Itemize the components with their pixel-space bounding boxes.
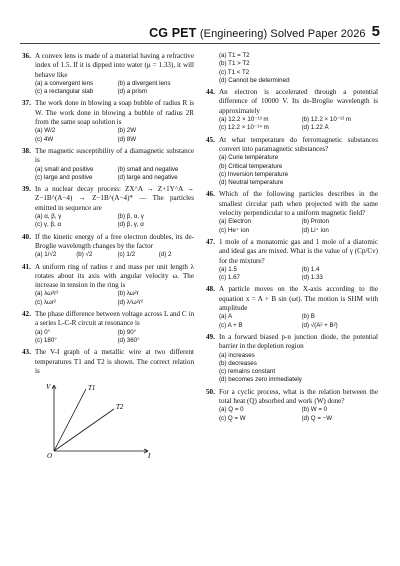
option-item[interactable]: (c) A + B [219,321,243,329]
question [22,185,194,229]
question-number: 41. [22,262,31,271]
origin-label: O [47,452,53,460]
y-axis-label: V [46,383,51,392]
option-item[interactable]: (c) 180° [35,336,57,344]
question-number: 49. [206,332,215,341]
option-item[interactable]: (d) Neutral temperature [219,179,284,187]
options-list [35,329,194,346]
question [206,238,378,282]
option-item[interactable]: (c) 4W [35,135,54,143]
question-number: 36. [22,52,31,60]
option-item[interactable]: (a) Curie temperature [219,154,279,162]
option-item[interactable]: (c) He⁺ ion [219,226,250,234]
question-number: 47. [206,237,215,246]
question-text-row [22,52,194,80]
options-list [219,218,378,235]
option-item[interactable]: (d) λ²ω²r² [117,298,143,306]
option-item[interactable]: (a) Electron [219,218,251,226]
question [206,136,378,188]
line-t1-label: T1 [88,384,96,393]
option-item[interactable]: (a) λω²r² [35,290,59,298]
options-list [219,406,378,423]
question [206,52,378,85]
option-item[interactable]: (a) W/2 [35,127,56,135]
option-item[interactable]: (d) 8W [117,135,137,143]
option-item[interactable]: (b) 90° [117,328,137,336]
option-item[interactable]: (a) 1.5 [219,265,237,273]
question-text: The phase difference between voltage across L and C in a series L-C-R circuit at resonance is [35,310,194,328]
question [22,99,194,143]
question-text-row [22,147,194,166]
option-item[interactable]: (d) 2 [158,251,172,259]
question-number: 48. [206,285,215,294]
option-item[interactable]: (c) remains constant [219,368,276,376]
question-text: A particle moves on the X-axis according to the equation x = A + B sin (ωt). The motion is SHM with amplitude [219,285,378,313]
question-number: 38. [22,146,31,155]
option-item[interactable]: (c) γ, β, α [35,221,62,229]
question-text-row [206,136,378,155]
option-item[interactable]: (d) a prism [117,88,148,96]
option-item[interactable]: (b) small and negative [117,165,179,173]
question-text: In a forward biased p-n junction diode, the potential barrier in the depletion region [219,332,378,351]
question-number: 39. [22,185,31,194]
option-item[interactable]: (a) 12.2 × 10⁻¹³ m [219,116,269,124]
option-item[interactable]: (c) λωr² [35,298,56,306]
option-item[interactable]: (a) Q = 0 [219,406,244,414]
question-text-row [206,190,378,218]
question-number: 50. [206,387,215,396]
question-text: An electron is accelerated through a potential difference of 10000 V. Its de-Broglie wavelength is approximately [219,88,378,115]
option-item[interactable]: (c) 1.67 [219,274,240,282]
left-column [22,52,194,464]
header-title-main: CG PET [149,26,197,40]
question [22,263,194,307]
question-text-row [206,388,378,407]
option-item[interactable]: (c) 12.2 × 10⁻¹⁴ m [219,124,269,132]
vi-graph [44,381,154,459]
x-axis-label: I [148,452,151,460]
line-t2-label: T2 [116,403,124,412]
options-list [219,154,378,187]
right-column [206,52,378,426]
question-number: 46. [206,190,215,199]
option-item[interactable]: (a) increases [219,351,255,359]
option-item[interactable]: (a) A [219,313,233,321]
header-title [149,26,365,40]
question-text: For a cyclic process, what is the relation between the total heat (Q) absorbed and work (W) done? [219,387,378,405]
question-text-row [206,285,378,313]
question-number: 44. [206,88,215,97]
option-item[interactable]: (d) β, γ, α [117,221,144,229]
option-item[interactable]: (c) 1/2 [117,251,136,259]
question-number: 42. [22,310,31,319]
question-text: In a nuclear decay process: ZX^A → Z+1Y^A → Z−1B^(A−4) → Z−1B^(A−4)* — The particles emitted in sequence are [35,185,194,212]
question-text-row [22,233,194,252]
options-list [35,213,194,230]
option-item[interactable]: (d) Q = −W [301,414,333,422]
option-item[interactable]: (b) W = 0 [301,406,328,414]
question-number: 37. [22,99,31,108]
question-text: The magnetic susceptibility of a diamagnetic substance is [35,146,194,165]
options-list [219,52,378,85]
question-text: A convex lens is made of a material having a refractive index of 1.5. If it is dipped into water (μ = 1.33), it will behave like [35,52,194,79]
option-item[interactable]: (d) 1.22 Å [301,124,329,132]
option-item[interactable]: (c) a rectangular slab [35,88,94,96]
option-item[interactable]: (d) becomes zero immediately [219,376,302,384]
question-text-row [22,348,194,376]
option-item[interactable]: (b) 1.4 [301,265,320,273]
options-list [35,251,194,259]
option-item[interactable]: (d) Cannot be determined [219,76,290,84]
page-number: 5 [371,23,380,40]
option-item[interactable]: (c) large and positive [35,173,93,181]
question-text-row [22,185,194,213]
option-item[interactable]: (d) 1.33 [301,274,323,282]
question [206,285,378,329]
option-item[interactable]: (a) small and positive [35,165,94,173]
question [22,147,194,182]
option-item[interactable]: (b) Proton [301,218,330,226]
option-item[interactable]: (d) Li⁺ ion [301,226,329,234]
option-item[interactable]: (b) a divergent lens [117,79,171,87]
question-number: 40. [22,232,31,241]
options-list [219,313,378,330]
question [206,190,378,234]
option-item[interactable]: (a) 0° [35,328,51,336]
line-t1 [54,389,86,451]
options-list [35,290,194,307]
question-text-row [22,263,194,291]
question [206,333,378,385]
question [206,388,378,423]
question-number: 45. [206,135,215,144]
option-item[interactable]: (c) Inversion temperature [219,170,289,178]
option-item[interactable]: (b) 2W [117,127,137,135]
option-item[interactable]: (b) λω²r [117,290,139,298]
question-text: Which of the following particles describes in the smallest circular path when projected with the same velocity perpendicular to a uniform magnetic field? [219,190,378,218]
page-header [20,16,380,44]
question [22,52,194,96]
options-list [35,166,194,183]
option-item[interactable]: (a) T1 = T2 [219,52,250,59]
option-item[interactable]: (a) 1/√2 [35,251,57,259]
option-item[interactable]: (b) Critical temperature [219,162,283,170]
options-list [35,127,194,144]
options-list [219,352,378,385]
line-t2 [54,409,114,451]
question-text: A uniform ring of radius r and mass per unit length λ rotates about its axis with angular velocity ω. The increase in tension in the ring is [35,262,194,290]
option-item[interactable]: (d) large and negative [117,173,178,181]
option-item[interactable]: (b) √2 [76,251,93,259]
options-list [35,80,194,97]
question-number: 43. [22,348,31,357]
question-text-row [206,238,378,266]
option-item[interactable]: (a) a convergent lens [35,79,94,87]
question [22,310,194,345]
option-item[interactable]: (a) α, β, γ [35,213,62,221]
question-text-row [206,333,378,352]
option-item[interactable]: (b) decreases [219,359,257,367]
question-text-row [22,99,194,127]
option-item[interactable]: (d) √(A² + B²) [301,321,338,329]
option-item[interactable]: (c) T1 < T2 [219,68,250,76]
question [206,88,378,132]
question [22,348,194,376]
options-list [219,266,378,283]
header-subtitle: (Engineering) Solved Paper 2026 [199,28,366,40]
option-item[interactable]: (d) 360° [117,336,140,344]
option-item[interactable]: (b) 12.2 × 10⁻¹² m [301,116,352,124]
option-item[interactable]: (b) β, α, γ [117,213,144,221]
question-text-row [22,310,194,329]
option-item[interactable]: (b) B [301,313,315,321]
question-text: The V-I graph of a metallic wire at two different temperatures T1 and T2 is shown. The correct relation is [35,348,194,375]
option-item[interactable]: (b) T1 > T2 [219,60,250,68]
option-item[interactable]: (c) Q = W [219,414,246,422]
question-text: If the kinetic energy of a free electron doubles, its de-Broglie wavelength changes by the factor [35,232,194,250]
question [22,233,194,260]
question-text: The work done in blowing a soap bubble of radius R is W. The work done in blowing a bubble of radius 2R from the same soap solution is [35,99,194,127]
question-text: 1 mole of a monatomic gas and 1 mole of a diatomic and ideal gas are mixed. What is the value of γ (Cp/Cv) for the mixture? [219,237,378,265]
question-text-row [206,88,378,116]
options-list [219,116,378,133]
question-text: At what temperature do ferromagnetic substances convert into paramagnetic substances? [219,135,378,153]
